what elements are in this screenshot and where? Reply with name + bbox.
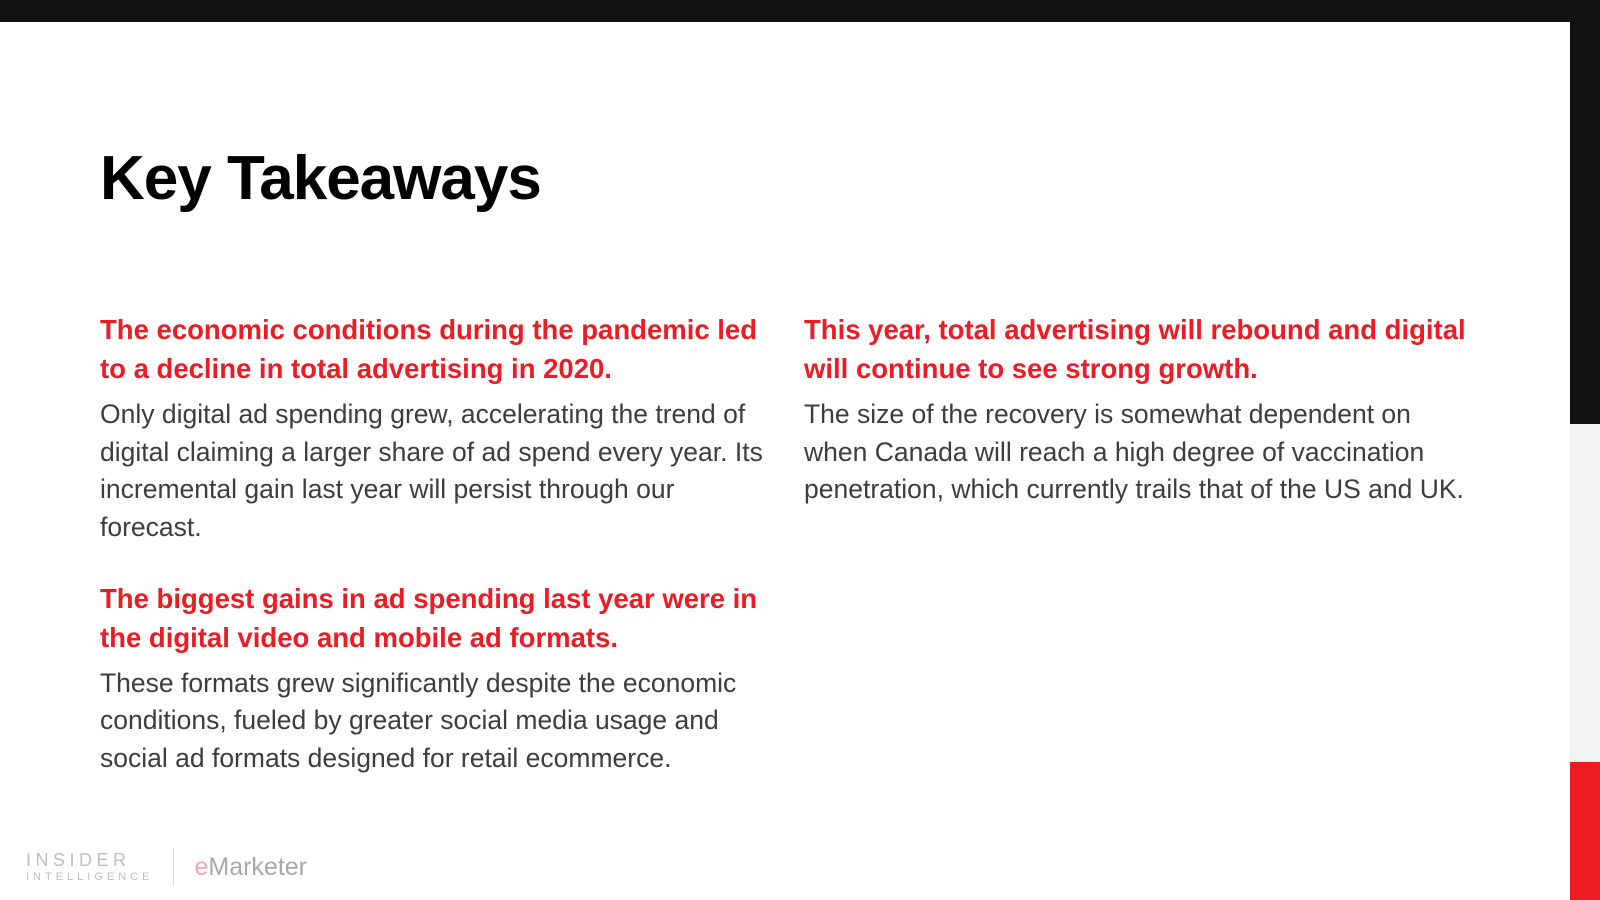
- takeaway-heading: The economic conditions during the pandemic led to a decline in total advertising in 2020.: [100, 314, 758, 385]
- right-strip-black: [1570, 22, 1600, 424]
- takeaway-body: The size of the recovery is somewhat dependent on when Canada will reach a high degree of vaccination penetration, which currently trails that of the US and UK.: [804, 399, 1464, 505]
- takeaway-heading: This year, total advertising will rebound and digital will continue to see strong growth.: [804, 314, 1466, 385]
- page-title: Key Takeaways: [100, 144, 541, 213]
- logo-divider: [173, 848, 174, 886]
- footer-logo: [22, 842, 307, 892]
- top-black-bar: [0, 0, 1600, 22]
- emarketer-logo-e: e: [194, 852, 209, 881]
- insider-logo-line1: INSIDER: [26, 849, 131, 870]
- insider-intelligence-logo: [22, 849, 153, 885]
- takeaway-block: [100, 310, 772, 547]
- right-edge-spacer: [1560, 22, 1570, 900]
- emarketer-logo-name: Marketer: [208, 852, 308, 881]
- takeaways-column-right: [804, 310, 1476, 778]
- takeaways-columns: [100, 310, 1500, 778]
- takeaway-body: Only digital ad spending grew, accelerating the trend of digital claiming a larger share of ad spend every year. Its incremental gain last year will persist through our forecast.: [100, 399, 763, 542]
- takeaway-block: [804, 310, 1476, 509]
- takeaway-heading: The biggest gains in ad spending last year were in the digital video and mobile ad formats.: [100, 582, 758, 653]
- takeaways-column-left: [100, 310, 772, 778]
- emarketer-logo: [194, 853, 307, 882]
- right-strip-grey: [1570, 424, 1600, 762]
- takeaway-block: [100, 579, 772, 778]
- right-strip-red: [1570, 762, 1600, 900]
- slide-canvas: [0, 22, 1570, 900]
- takeaway-body: These formats grew significantly despite the economic conditions, fueled by greater social media usage and social ad formats designed for retail ecommerce.: [100, 667, 737, 773]
- insider-logo-line2: INTELLIGENCE: [26, 871, 154, 884]
